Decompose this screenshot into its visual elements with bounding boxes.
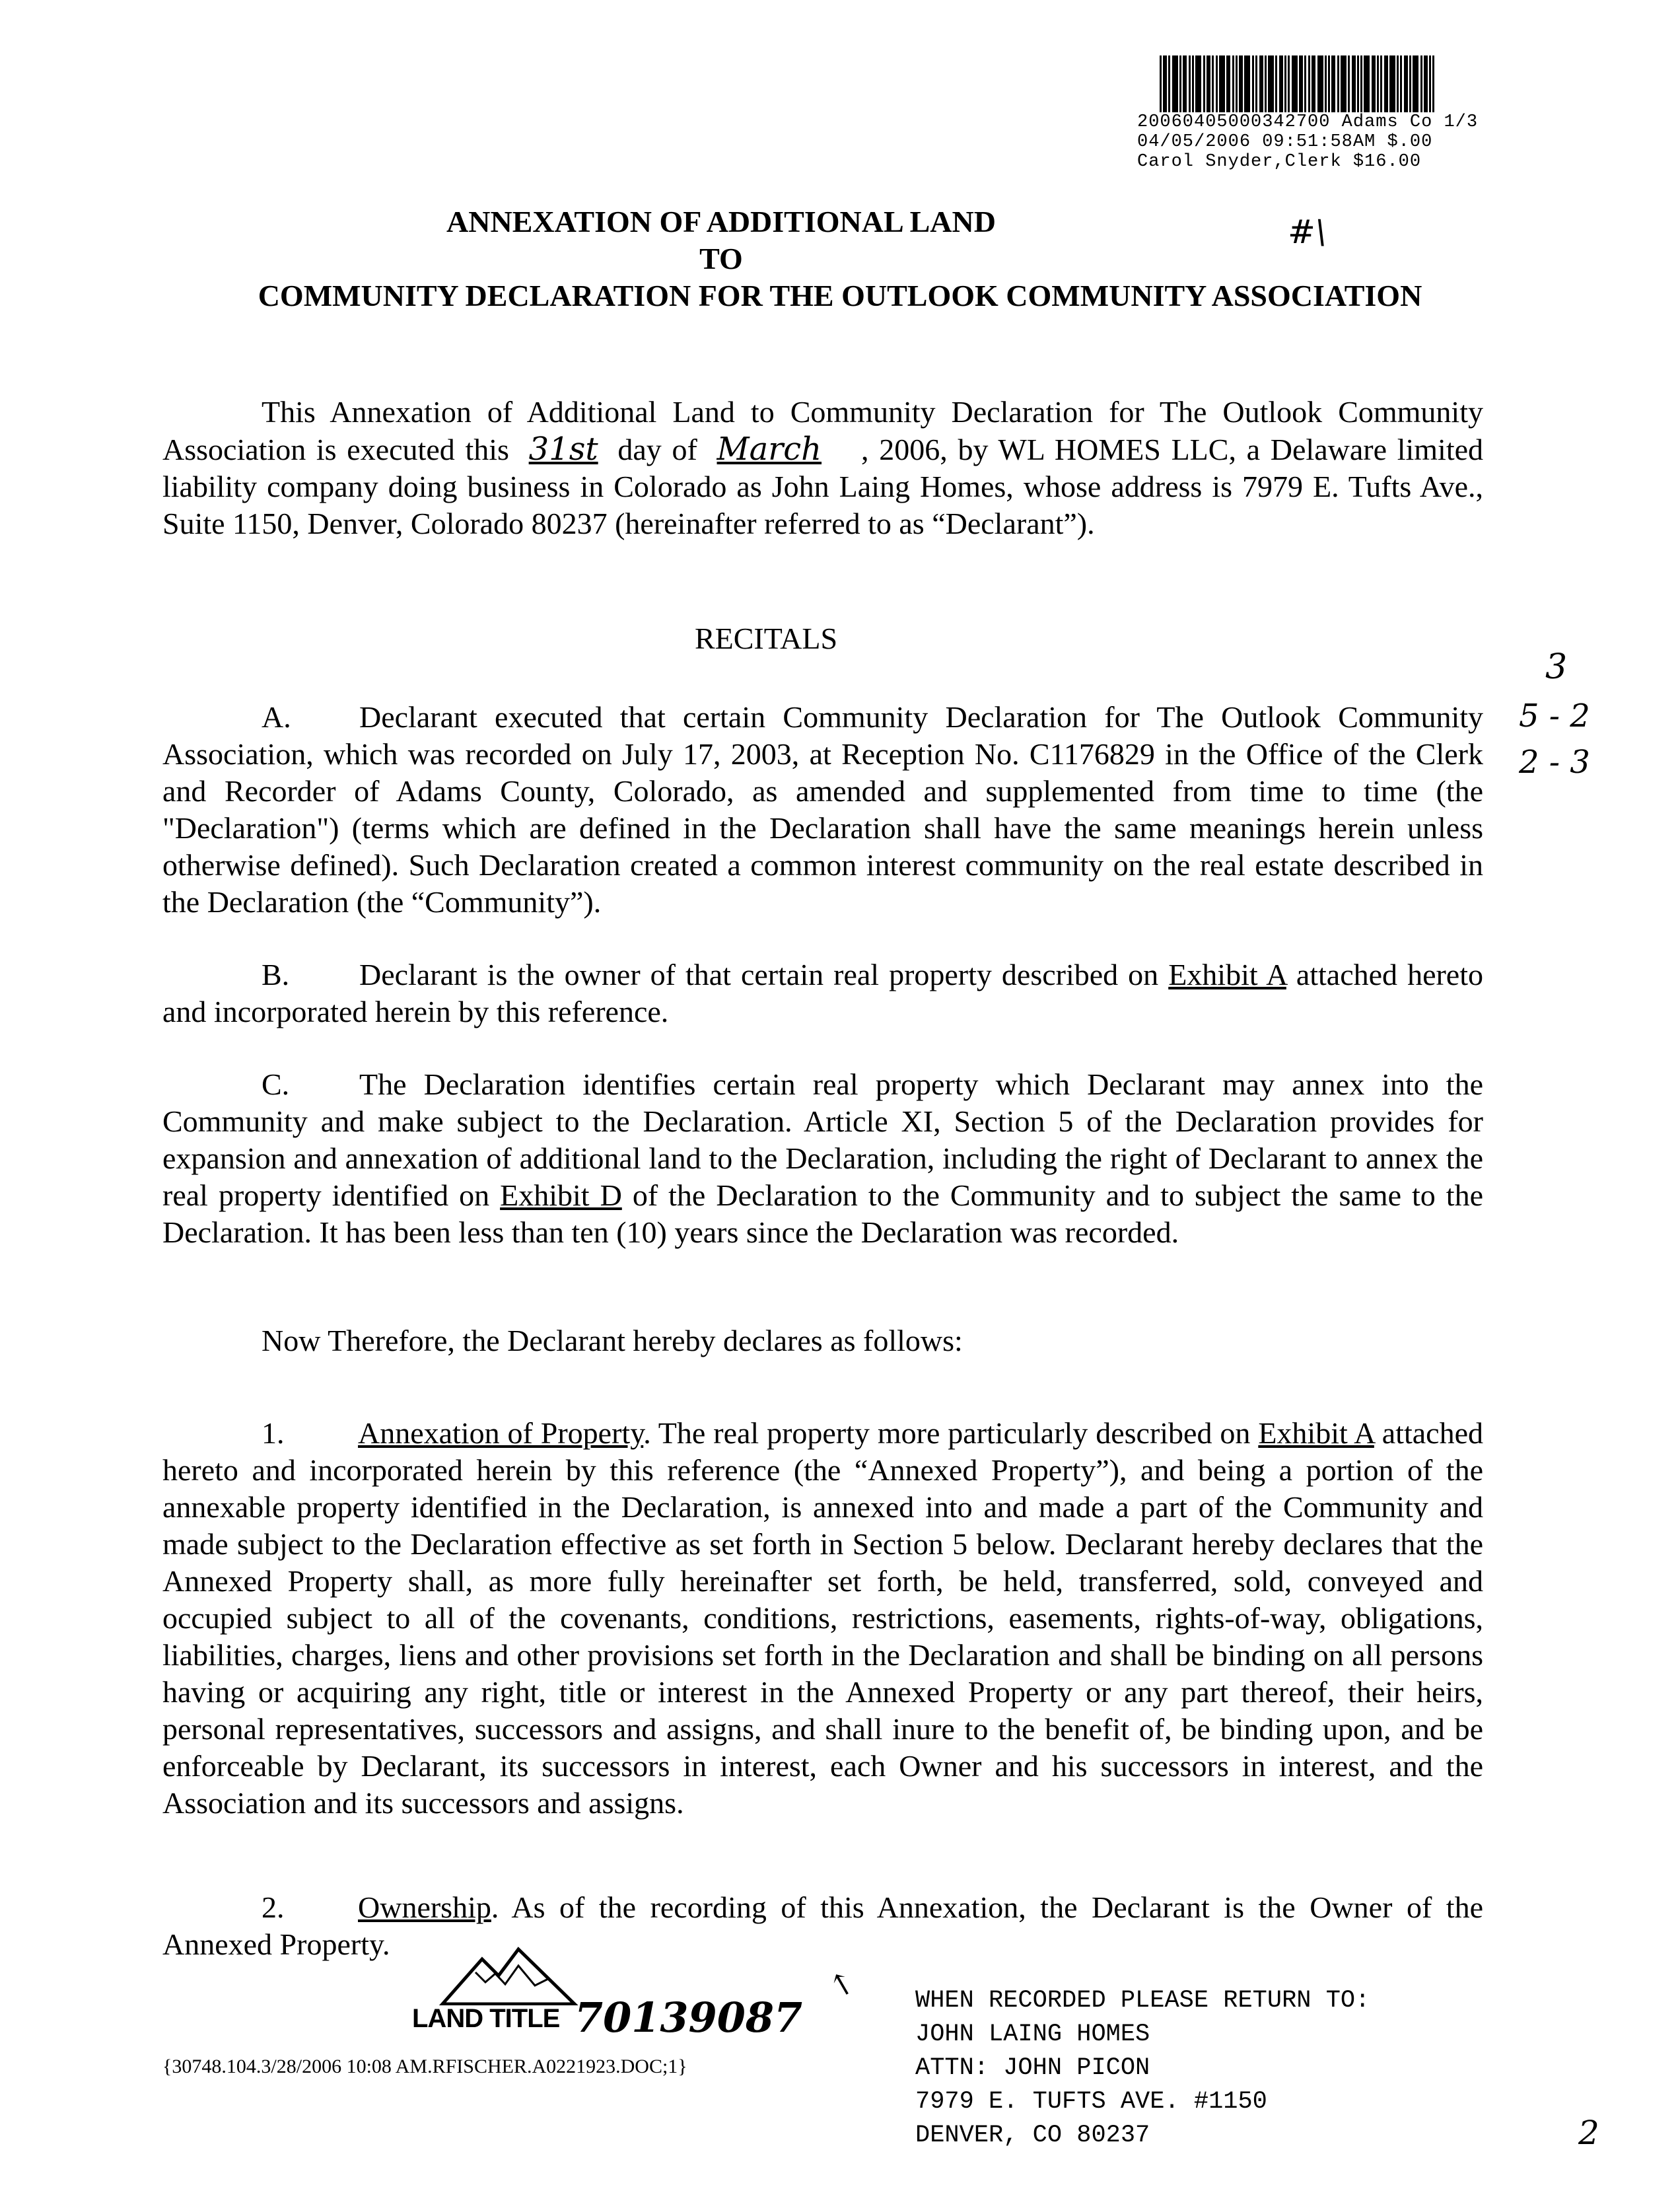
barcode-bar — [1259, 55, 1263, 112]
barcode-bar — [1275, 55, 1277, 112]
barcode-bar — [1288, 55, 1290, 112]
barcode-bar — [1212, 55, 1214, 112]
title-line-1: ANNEXATION OF ADDITIONAL LAND — [446, 205, 996, 238]
intro-paragraph — [162, 394, 1483, 542]
recording-info — [1137, 112, 1478, 172]
barcode-bar — [1377, 55, 1379, 112]
barcode-bar — [1219, 55, 1225, 112]
land-title-stamp — [409, 1946, 803, 2042]
recital-c-label: C. — [262, 1067, 290, 1101]
barcode-bar — [1172, 55, 1178, 112]
land-title-label: LAND TITLE — [412, 2004, 560, 2033]
title-line-3: COMMUNITY DECLARATION FOR THE OUTLOOK COMMUNITY ASSOCIATION — [258, 279, 1422, 312]
mountain-logo-icon — [436, 1946, 581, 2005]
barcode-bar — [1352, 55, 1356, 112]
barcode-bar — [1239, 55, 1243, 112]
barcode-bar — [1404, 55, 1408, 112]
barcode-bar — [1360, 55, 1362, 112]
barcode-bar — [1400, 55, 1402, 112]
recital-b-text-2: attached hereto and incorporated herein by this reference. — [162, 958, 1484, 1028]
section-2-text: . As of the recording of this Annexation, the Declarant is the Owner of the Annexed Property. — [162, 1890, 1483, 1961]
now-therefore: Now Therefore, the Declarant hereby declares as follows: — [262, 1324, 963, 1357]
land-title-number: 70139087 — [575, 1993, 803, 2042]
recital-c-exhibit-link: Exhibit D — [500, 1178, 622, 1212]
barcode-bar — [1299, 55, 1303, 112]
recital-c — [162, 1066, 1483, 1251]
barcode-bar — [1372, 55, 1376, 112]
barcode-bar — [1304, 55, 1306, 112]
barcode-graphic — [1160, 55, 1527, 112]
barcode-bar — [1195, 55, 1201, 112]
barcode-bar — [1226, 55, 1230, 112]
recital-b-exhibit-link: Exhibit A — [1168, 958, 1286, 991]
recording-line-3: Carol Snyder,Clerk $16.00 — [1137, 152, 1422, 172]
return-to-line-5: DENVER, CO 80237 — [915, 2122, 1150, 2149]
recital-b-text-1: Declarant is the owner of that certain real property described on — [359, 958, 1159, 991]
recitals-heading: RECITALS — [694, 622, 838, 655]
section-1-exhibit-link: Exhibit A — [1258, 1416, 1374, 1450]
section-2-number: 2. — [262, 1890, 285, 1924]
barcode-bar — [1268, 55, 1274, 112]
barcode-bar — [1207, 55, 1210, 112]
recital-c-text-1: The Declaration identifies certain real property which Declarant may annex into the Community and make subject to the Declaration. Article XI, Section 5 of the Declaration provides for expansion and annexation of additional land to the Declaration, including the right of Declarant to annex the real property identified on — [162, 1067, 1483, 1212]
recital-b-label: B. — [262, 958, 290, 991]
section-2 — [162, 1889, 1483, 1963]
return-to-line-1: WHEN RECORDED PLEASE RETURN TO: — [915, 1987, 1370, 2015]
barcode-bar — [1312, 55, 1315, 112]
barcode-bar — [1189, 55, 1191, 112]
handwritten-margin-3: 2 - 3 — [1519, 744, 1590, 781]
barcode-bar — [1168, 55, 1170, 112]
barcode-bar — [1255, 55, 1257, 112]
barcode-bar — [1432, 55, 1434, 112]
handwritten-corner-mark: #\ — [1288, 213, 1327, 251]
barcode-bar — [1308, 55, 1310, 112]
barcode-bar — [1279, 55, 1283, 112]
document-title — [0, 203, 1680, 314]
recital-a-label: A. — [262, 700, 291, 734]
barcode-bar — [1216, 55, 1218, 112]
barcode-bar — [1265, 55, 1267, 112]
recital-b — [162, 956, 1483, 1030]
section-1-number: 1. — [262, 1416, 285, 1450]
barcode-bar — [1424, 55, 1428, 112]
handwritten-margin-1: 3 — [1545, 647, 1568, 687]
barcode-bar — [1183, 55, 1187, 112]
section-1-heading: Annexation of Property — [358, 1416, 644, 1450]
section-1-text-1: . The real property more particularly described on — [643, 1416, 1251, 1450]
barcode-bar — [1337, 55, 1339, 112]
intro-text-3: , 2006, by WL HOMES LLC, a Delaware limited liability company doing business in Colorado as John Laing Homes, whose address is 7979 E. Tufts Ave., Suite 1150, Denver, Colorado 80237 (hereinafter referred to as “Declarant”). — [162, 433, 1484, 540]
section-1-text-2: attached hereto and incorporated herein by this reference (the “Annexed Property”), and being a portion of the annexable property identified in the Declaration, is annexed into and made a part of the Community and made subject to the Declaration effective as set forth in Section 5 below. Declarant hereby declares that the Annexed Property shall, as more fully hereinafter set forth, be held, transferred, sold, conveyed and occupied subject to all of the covenants, conditions, restrictions, easements, rights-of-way, obligations, liabilities, charges, liens and other provisions set forth in the Declaration and shall be binding on all persons having or acquiring any right, title or interest in the Annexed Property or any part thereof, their heirs, personal representatives, successors and assigns, and shall inure to the benefit of, be binding upon, and be enforceable by Declarant, its successors in interest, each Owner and his successors in interest, and the Association and its successors and assigns. — [162, 1416, 1483, 1820]
section-1 — [162, 1415, 1483, 1822]
barcode-bar — [1328, 55, 1330, 112]
return-to-line-2: JOHN LAING HOMES — [915, 2021, 1150, 2048]
title-line-2: TO — [699, 242, 743, 275]
barcode-bar — [1317, 55, 1323, 112]
barcode-bar — [1244, 55, 1250, 112]
barcode-bar — [1364, 55, 1370, 112]
intro-text-1: This Annexation of Additional Land to Community Declaration for The Outlook Community Association is executed this — [162, 395, 1483, 466]
barcode-bar — [1384, 55, 1388, 112]
barcode-bar — [1179, 55, 1181, 112]
barcode-bar — [1192, 55, 1194, 112]
recording-line-1: 20060405000342700 Adams Co 1/3 — [1137, 112, 1479, 132]
recital-c-text-2: of the Declaration to the Community and to subject the same to the Declaration. It has been less than ten (10) years since the Declaration was recorded. — [162, 1178, 1484, 1249]
barcode-bar — [1236, 55, 1238, 112]
barcode-bar — [1232, 55, 1234, 112]
barcode-bar — [1284, 55, 1286, 112]
intro-text-2: day of — [617, 433, 697, 466]
return-to-line-4: 7979 E. TUFTS AVE. #1150 — [915, 2088, 1267, 2116]
barcode-bar — [1341, 55, 1347, 112]
document-reference: {30748.104.3/28/2006 10:08 AM.RFISCHER.A0221923.DOC;1} — [162, 2056, 687, 2077]
barcode-bar — [1292, 55, 1298, 112]
handwritten-day: 31st — [528, 431, 598, 468]
barcode-bar — [1409, 55, 1411, 112]
handwritten-margin-2: 5 - 2 — [1519, 698, 1590, 734]
handwritten-bottom-mark: 2 — [1578, 2114, 1599, 2152]
barcode — [1160, 55, 1527, 112]
handwritten-month: March — [717, 431, 822, 468]
section-2-heading: Ownership — [358, 1890, 491, 1924]
barcode-bar — [1163, 55, 1167, 112]
return-to-block — [915, 1984, 1370, 2153]
barcode-bar — [1252, 55, 1254, 112]
barcode-bar — [1397, 55, 1399, 112]
barcode-bar — [1420, 55, 1422, 112]
recital-a-text: Declarant executed that certain Community Declaration for The Outlook Community Association, which was recorded on July 17, 2003, at Reception No. C1176829 in the Office of the Clerk and Recorder of Adams County, Colorado, as amended and supplemented from time to time (the "Declaration") (terms which are defined in the Declaration shall have the same meanings herein unless otherwise defined). Such Declaration created a common interest community on the real estate described in the Declaration (the “Community”). — [162, 700, 1483, 919]
barcode-bar — [1429, 55, 1431, 112]
barcode-bar — [1389, 55, 1395, 112]
barcode-bar — [1331, 55, 1335, 112]
barcode-bar — [1380, 55, 1382, 112]
recital-a — [162, 699, 1483, 921]
barcode-bar — [1357, 55, 1359, 112]
barcode-bar — [1348, 55, 1350, 112]
return-to-line-3: ATTN: JOHN PICON — [915, 2054, 1150, 2082]
barcode-bar — [1413, 55, 1418, 112]
barcode-bar — [1325, 55, 1327, 112]
barcode-bar — [1203, 55, 1205, 112]
recording-line-2: 04/05/2006 09:51:58AM $.00 — [1137, 132, 1433, 152]
barcode-bar — [1160, 55, 1162, 112]
handwritten-arrow: ↑ — [822, 1962, 862, 2007]
